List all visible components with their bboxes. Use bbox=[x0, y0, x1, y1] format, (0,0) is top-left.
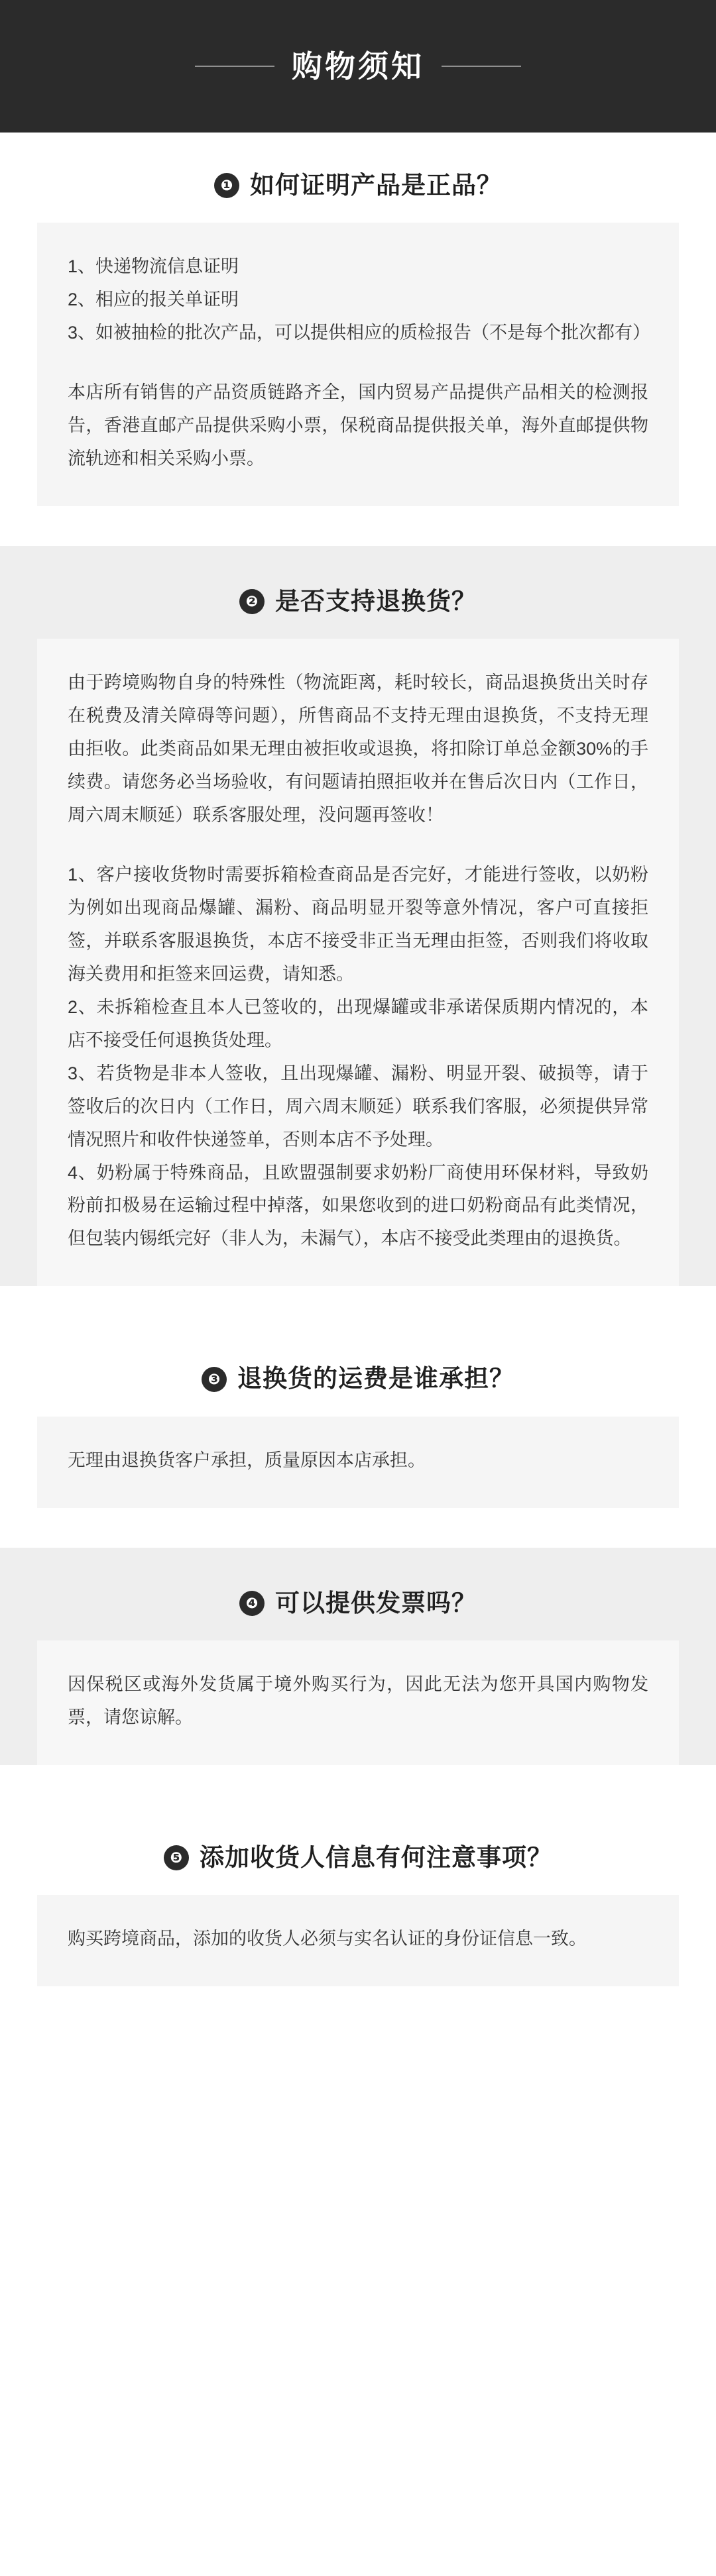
header-rule-right bbox=[442, 66, 521, 67]
section-header bbox=[0, 1548, 716, 1640]
header-rule-left bbox=[195, 66, 274, 67]
section-title: 如何证明产品是正品？ bbox=[250, 172, 502, 199]
section-header bbox=[0, 546, 716, 639]
paragraph: 1、快递物流信息证明 bbox=[68, 256, 239, 277]
paragraph: 因保税区或海外发货属于境外购买行为，因此无法为您开具国内购物发票，请您谅解。 bbox=[68, 1674, 648, 1727]
section-recipient-info bbox=[0, 1805, 716, 1986]
section-header bbox=[0, 1326, 716, 1416]
page-title: 购物须知 bbox=[292, 49, 424, 83]
section-number-badge: ❷ bbox=[239, 589, 265, 614]
paragraph: 1、客户接收货物时需要拆箱检查商品是否完好，才能进行签收，以奶粉为例如出现商品爆罐、漏粉、商品明显开裂等意外情况，客户可直接拒签，并联系客服退换货，本店不接受非正当无理由拒签，否则我们将收取海关费用和拒签来回运费，请知悉。 bbox=[68, 865, 648, 984]
paragraph: 无理由退换货客户承担，质量原因本店承担。 bbox=[68, 1450, 426, 1470]
paragraph: 3、若货物是非本人签收，且出现爆罐、漏粉、明显开裂、破损等，请于签收后的次日内（工作日，周六周末顺延）联系我们客服，必须提供异常情况照片和收件快递签单，否则本店不予处理。 bbox=[68, 1063, 648, 1150]
section-number-badge: ❶ bbox=[214, 173, 239, 198]
section-content-card bbox=[37, 1417, 679, 1508]
paragraph: 3、如被抽检的批次产品，可以提供相应的质检报告（不是每个批次都有） bbox=[68, 323, 651, 343]
section-number-badge: ❸ bbox=[202, 1367, 227, 1392]
bottom-spacer bbox=[0, 2026, 716, 2053]
section-content-card bbox=[37, 639, 679, 1286]
paragraph: 由于跨境购物自身的特殊性（物流距离，耗时较长，商品退换货出关时存在税费及清关障碍等问题），所售商品不支持无理由退换货，不支持无理由拒收。此类商品如果无理由被拒收或退换，将扣除订单总金额30%的手续费。请您务必当场验收，有问题请拍照拒收并在售后次日内（工作日，周六周末顺延）联系客服处理，没问题再签收！ bbox=[68, 672, 648, 826]
section-content-card bbox=[37, 1895, 679, 1986]
section-number-badge: ❹ bbox=[239, 1591, 265, 1616]
section-return-policy bbox=[0, 546, 716, 1286]
paragraph: 2、相应的报关单证明 bbox=[68, 290, 239, 310]
section-invoice bbox=[0, 1548, 716, 1765]
section-number-badge: ❺ bbox=[164, 1845, 189, 1870]
section-header bbox=[0, 1805, 716, 1895]
section-proof-of-authenticity bbox=[0, 133, 716, 506]
paragraph: 购买跨境商品，添加的收货人必须与实名认证的身份证信息一致。 bbox=[68, 1929, 587, 1949]
section-title: 添加收货人信息有何注意事项？ bbox=[200, 1843, 552, 1871]
section-title: 可以提供发票吗？ bbox=[275, 1589, 477, 1617]
page-header bbox=[0, 0, 716, 133]
section-title: 退换货的运费是谁承担？ bbox=[237, 1365, 514, 1393]
paragraph: 4、奶粉属于特殊商品，且欧盟强制要求奶粉厂商使用环保材料，导致奶粉前扣极易在运输过程中掉落，如果您收到的进口奶粉商品有此类情况，但包装内锡纸完好（非人为，未漏气），本店不接受此类理由的退换货。 bbox=[68, 1162, 648, 1249]
header-inner bbox=[195, 51, 521, 81]
section-title: 是否支持退换货？ bbox=[275, 588, 477, 616]
section-header bbox=[0, 133, 716, 223]
paragraph: 2、未拆箱检查且本人已签收的，出现爆罐或非承诺保质期内情况的，本店不接受任何退换货处理。 bbox=[68, 996, 648, 1050]
section-content-card bbox=[37, 223, 679, 506]
paragraph: 本店所有销售的产品资质链路齐全，国内贸易产品提供产品相关的检测报告，香港直邮产品提供采购小票，保税商品提供报关单，海外直邮提供物流轨迹和相关采购小票。 bbox=[68, 382, 648, 469]
section-shipping-fee bbox=[0, 1326, 716, 1507]
section-content-card bbox=[37, 1640, 679, 1765]
